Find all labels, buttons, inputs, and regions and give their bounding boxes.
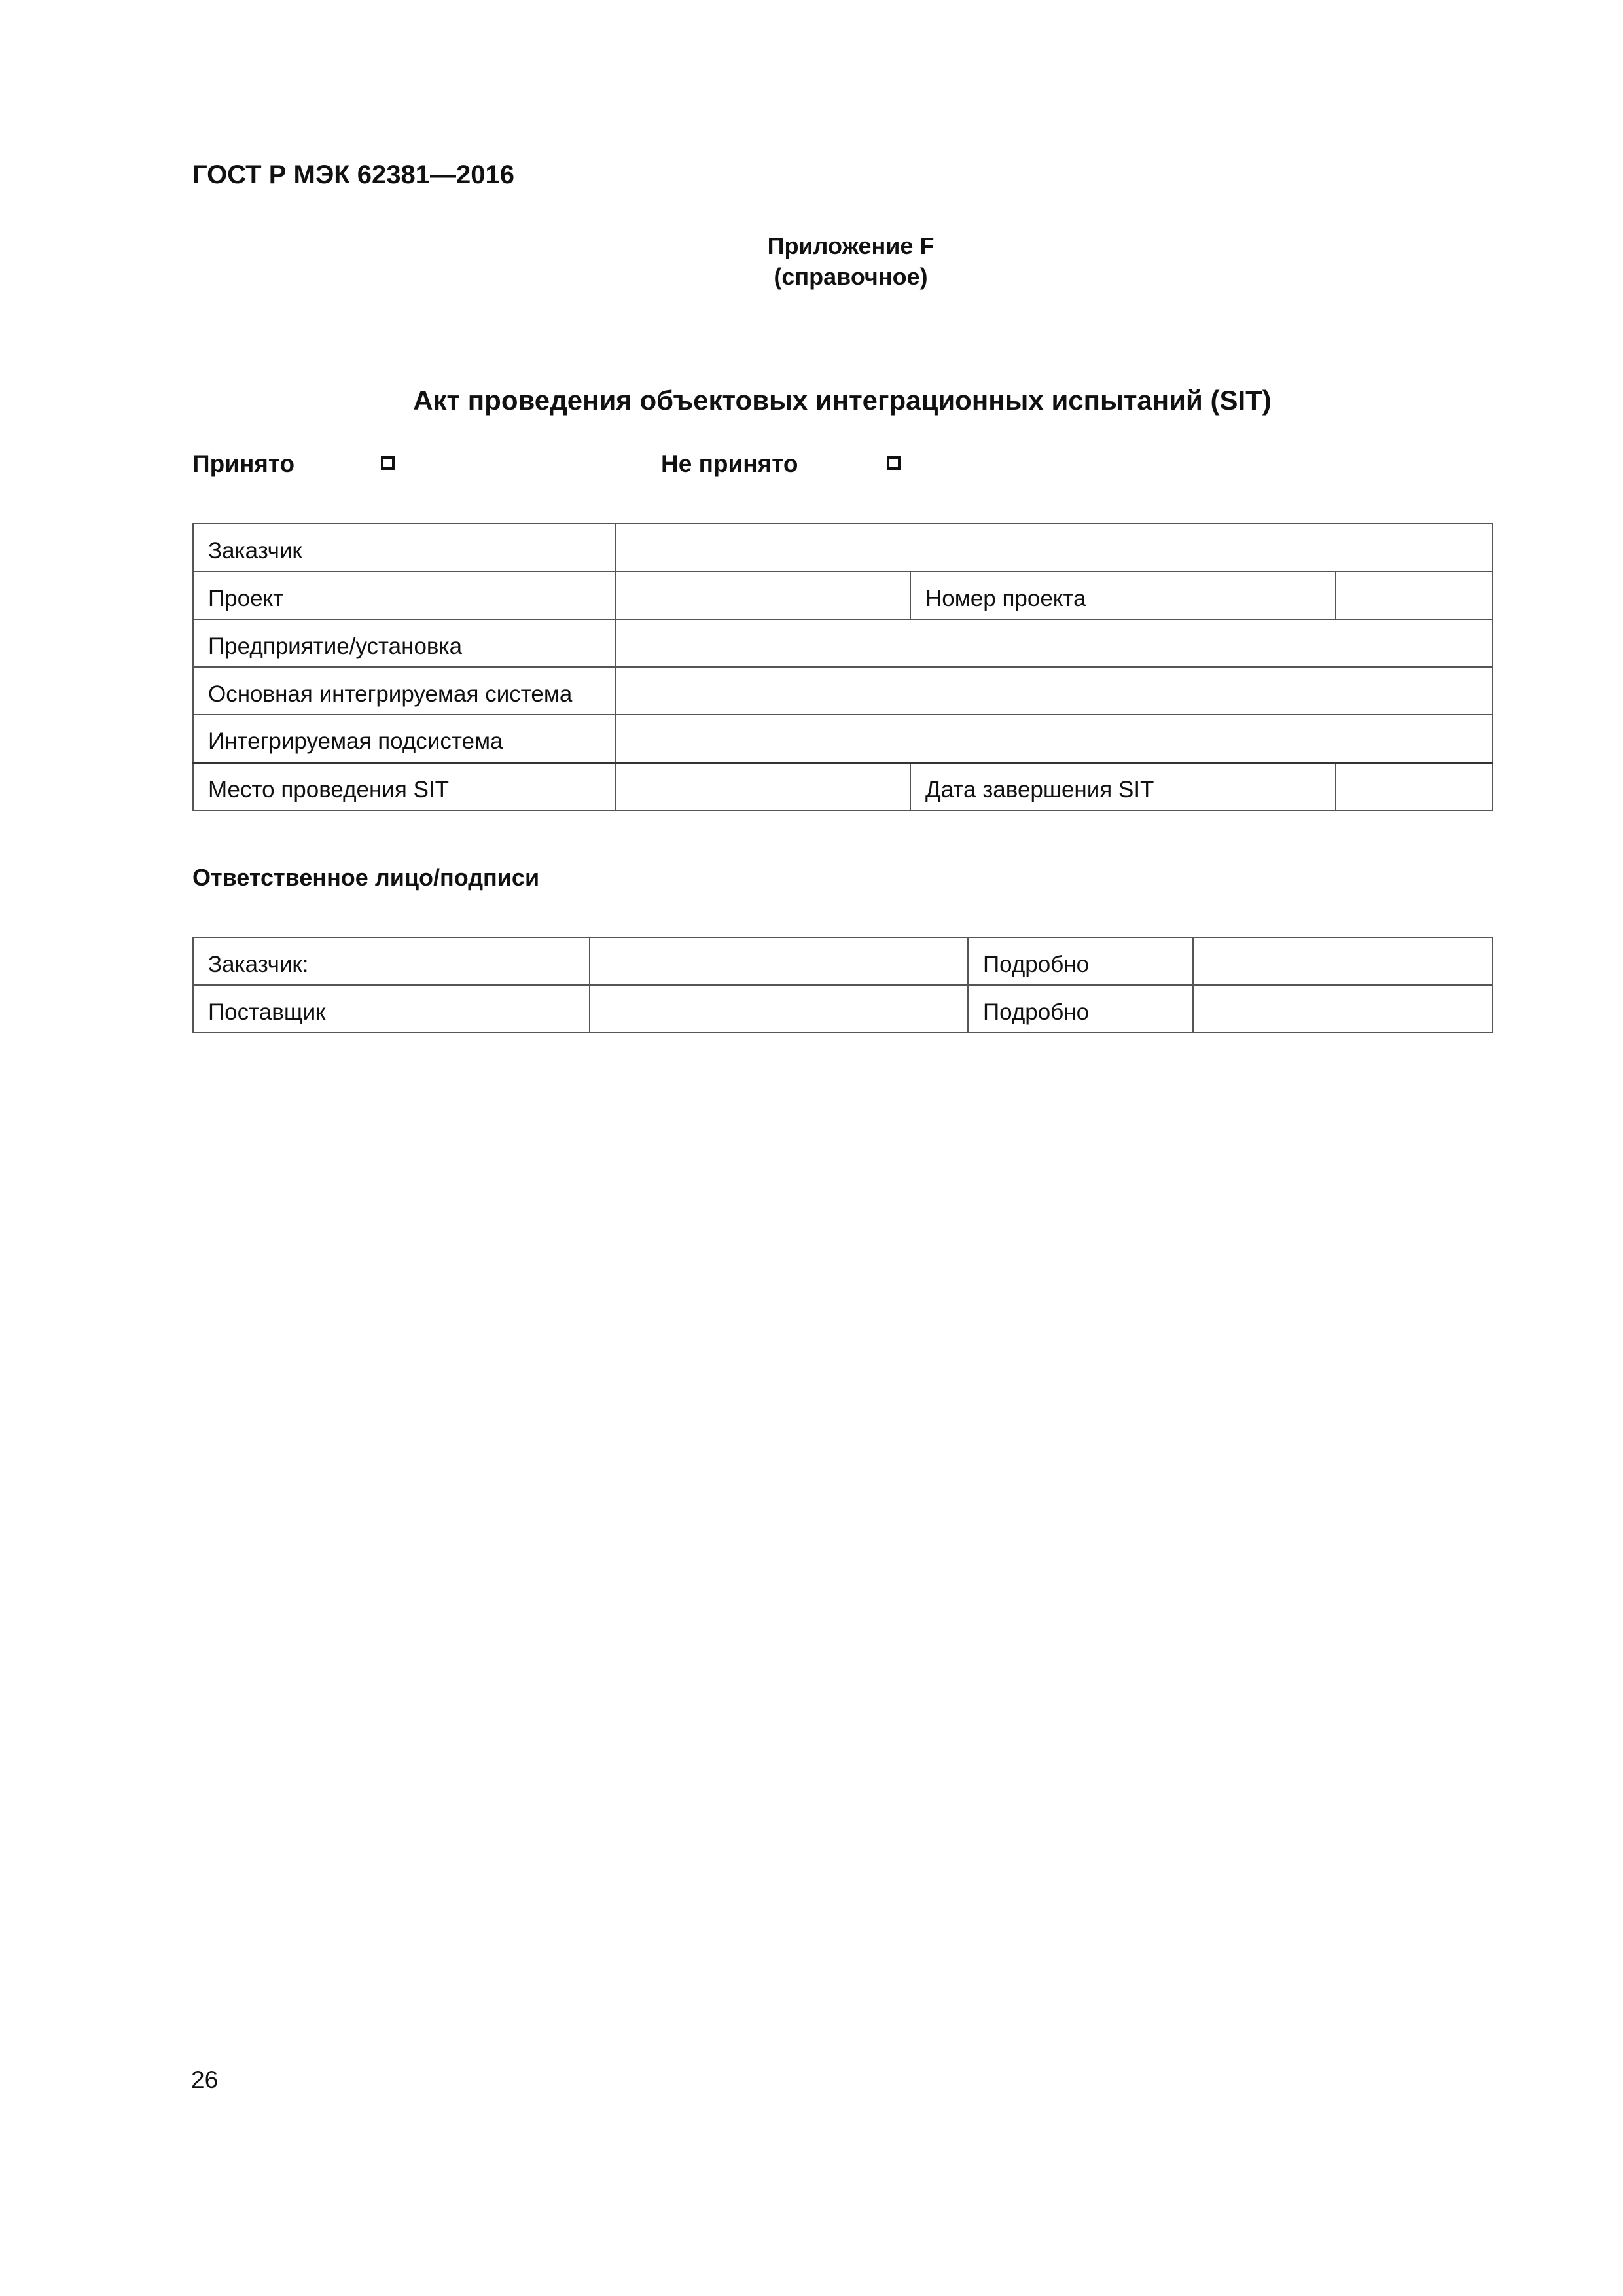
customer-field[interactable] — [616, 524, 1493, 571]
subsystem-label: Интегрируемая подсистема — [193, 715, 616, 762]
table-row — [193, 985, 1493, 1033]
table-row — [193, 937, 1493, 985]
customer-label: Заказчик — [193, 524, 616, 571]
sit-location-label: Место проведения SIT — [193, 762, 616, 810]
sit-completion-date-field[interactable] — [1336, 762, 1493, 810]
annex-type: (справочное) — [774, 263, 928, 290]
table-row — [193, 762, 1493, 810]
annex-label: Приложение F — [767, 232, 935, 259]
subsystem-field[interactable] — [616, 715, 1493, 762]
signatures-table — [192, 937, 1493, 1033]
table-row — [193, 619, 1493, 667]
signature-customer-details-field[interactable] — [1193, 937, 1493, 985]
project-number-field[interactable] — [1336, 571, 1493, 619]
signature-details-label: Подробно — [968, 937, 1193, 985]
table-row — [193, 667, 1493, 715]
signature-supplier-label: Поставщик — [193, 985, 590, 1033]
accepted-checkbox[interactable] — [381, 456, 395, 470]
annex-heading — [654, 230, 1047, 292]
signatures-heading: Ответственное лицо/подписи — [192, 864, 540, 891]
signature-customer-label: Заказчик: — [193, 937, 590, 985]
document-code: ГОСТ Р МЭК 62381—2016 — [192, 160, 515, 189]
table-row — [193, 571, 1493, 619]
project-label: Проект — [193, 571, 616, 619]
table-row — [193, 524, 1493, 571]
signature-customer-field[interactable] — [590, 937, 968, 985]
table-row — [193, 715, 1493, 762]
signature-supplier-details-field[interactable] — [1193, 985, 1493, 1033]
project-number-label: Номер проекта — [910, 571, 1336, 619]
sit-info-table — [192, 523, 1493, 811]
sit-location-field[interactable] — [616, 762, 910, 810]
signature-details-label: Подробно — [968, 985, 1193, 1033]
plant-label: Предприятие/установка — [193, 619, 616, 667]
page-number: 26 — [191, 2066, 219, 2093]
page-title: Акт проведения объектовых интеграционных испытаний (SIT) — [413, 385, 1272, 416]
rejected-checkbox[interactable] — [887, 456, 901, 470]
plant-field[interactable] — [616, 619, 1493, 667]
sit-completion-date-label: Дата завершения SIT — [910, 762, 1336, 810]
main-system-label: Основная интегрируемая система — [193, 667, 616, 715]
main-system-field[interactable] — [616, 667, 1493, 715]
accepted-label: Принято — [192, 450, 295, 477]
project-field[interactable] — [616, 571, 910, 619]
signature-supplier-field[interactable] — [590, 985, 968, 1033]
rejected-label: Не принято — [661, 450, 798, 477]
